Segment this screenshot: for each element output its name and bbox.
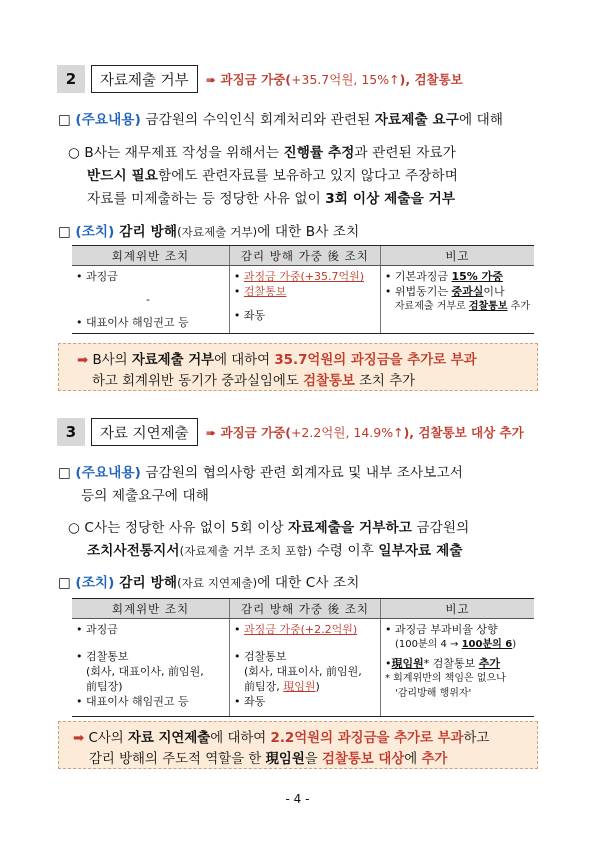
circle-bullet-icon: ○: [68, 145, 80, 161]
checkbox-bullet-icon: □: [58, 112, 71, 128]
action-line: □ (조치) 감리 방해(자료 지연제출)에 대한 C사 조치: [58, 575, 360, 591]
arrow-icon: ➠: [205, 72, 217, 87]
sub-bullet-line-1: ○ B사는 재무제표 작성을 위해서는 진행률 추정과 관련된 자료가: [68, 145, 456, 161]
table-cell: • 과징금 가중(+2.2억원) • 검찰통보 (회사, 대표이사, 前임원, 前팀장, 現임원) • 좌동: [230, 619, 381, 717]
section-summary: ➠ 과징금 가중(+2.2억원, 14.9%↑), 검찰통보 대상 추가: [205, 425, 524, 440]
sub-bullet-line-2: 반드시 필요함에도 관련자료를 보유하고 있지 않다고 주장하며: [87, 168, 458, 184]
table-cell: • 기본과징금 15% 가중 • 위법동기는 중과실이나 자료제출 거부로 검찰통보 추가: [380, 266, 534, 334]
circle-bullet-icon: ○: [68, 520, 80, 536]
section-2-header: [57, 65, 463, 93]
section-number: 3: [57, 418, 85, 446]
section-3-result-box: ➡ C사의 자료 지연제출에 대하여 2.2억원의 과징금을 추가로 부과하고 감리 방해의 주도적 역할을 한 現임원을 검찰통보 대상에 추가: [58, 721, 538, 769]
table-cell: • 과징금 - • 대표이사 해임권고 등: [72, 266, 229, 334]
main-content-line-1: □ (주요내용) 금감원의 협의사항 관련 회계자료 및 내부 조사보고서: [58, 465, 463, 481]
section-2-table: 회계위반 조치 감리 방해 가중 後 조치 비고 • 과징금 - • 대표이사 해임권고 등 • 과징금 가중(+35.7억원) • 검찰통보 • 좌동 • 기본과징금 15% 가중 • 위법동기는 중과실이나 자료제출 거부로 검찰통보 추가: [72, 245, 534, 334]
arrow-right-icon: ➡: [77, 353, 89, 368]
table-cell: • 과징금 가중(+35.7억원) • 검찰통보 • 좌동: [229, 266, 380, 334]
main-content-line: □ (주요내용) 금감원의 수익인식 회계처리와 관련된 자료제출 요구에 대해: [58, 112, 504, 128]
table-cell: • 과징금 부과비율 상향 (100분의 4 → 100분의 6) •現임원* 검찰통보 추가 * 회계위반의 책임은 없으나 '감리방해 행위자': [381, 619, 535, 717]
main-content-line-2: 등의 제출요구에 대해: [81, 488, 209, 504]
sub-bullet-line-2: 조치사전통지서(자료제출 거부 조치 포함) 수령 이후 일부자료 제출: [87, 543, 463, 559]
arrow-right-icon: ➡: [73, 731, 85, 746]
section-2-result-box: ➡ B사의 자료제출 거부에 대하여 35.7억원의 과징금을 추가로 부과 하고 회계위반 동기가 중과실임에도 검찰통보 조치 추가: [58, 343, 538, 391]
checkbox-bullet-icon: □: [58, 575, 71, 591]
table-cell: • 과징금 • 검찰통보 (회사, 대표이사, 前임원, 前팀장) • 대표이사 해임권고 등: [72, 619, 230, 717]
checkbox-bullet-icon: □: [58, 465, 71, 481]
page-number: - 4 -: [285, 792, 310, 806]
action-line: □ (조치) 감리 방해(자료제출 거부)에 대한 B사 조치: [58, 224, 360, 240]
section-3-table: 회계위반 조치 감리 방해 가중 後 조치 비고 • 과징금 • 검찰통보 (회사, 대표이사, 前임원, 前팀장) • 대표이사 해임권고 등 • 과징금 가중(+2.2억원) • 검찰통보 (회사, 대표이사, 前임원, 前팀장, 現임원) • 좌동 • 과징금 부과비율 상향 (100분의 4 → 100분의 6) •現임원* 검찰통보 추가 * 회계위반의 책임은 없으나 '감리방해 행위자': [72, 598, 534, 717]
arrow-icon: ➠: [205, 425, 217, 440]
section-summary: ➠ 과징금 가중(+35.7억원, 15%↑), 검찰통보: [205, 72, 463, 87]
section-number: 2: [57, 65, 85, 93]
sub-bullet-line-3: 자료를 미제출하는 등 정당한 사유 없이 3회 이상 제출을 거부: [87, 191, 456, 207]
section-title: 자료 지연제출: [91, 418, 198, 446]
section-3-header: [57, 418, 524, 446]
sub-bullet-line-1: ○ C사는 정당한 사유 없이 5회 이상 자료제출을 거부하고 금감원의: [68, 520, 470, 536]
section-title: 자료제출 거부: [91, 65, 198, 93]
checkbox-bullet-icon: □: [58, 224, 71, 240]
